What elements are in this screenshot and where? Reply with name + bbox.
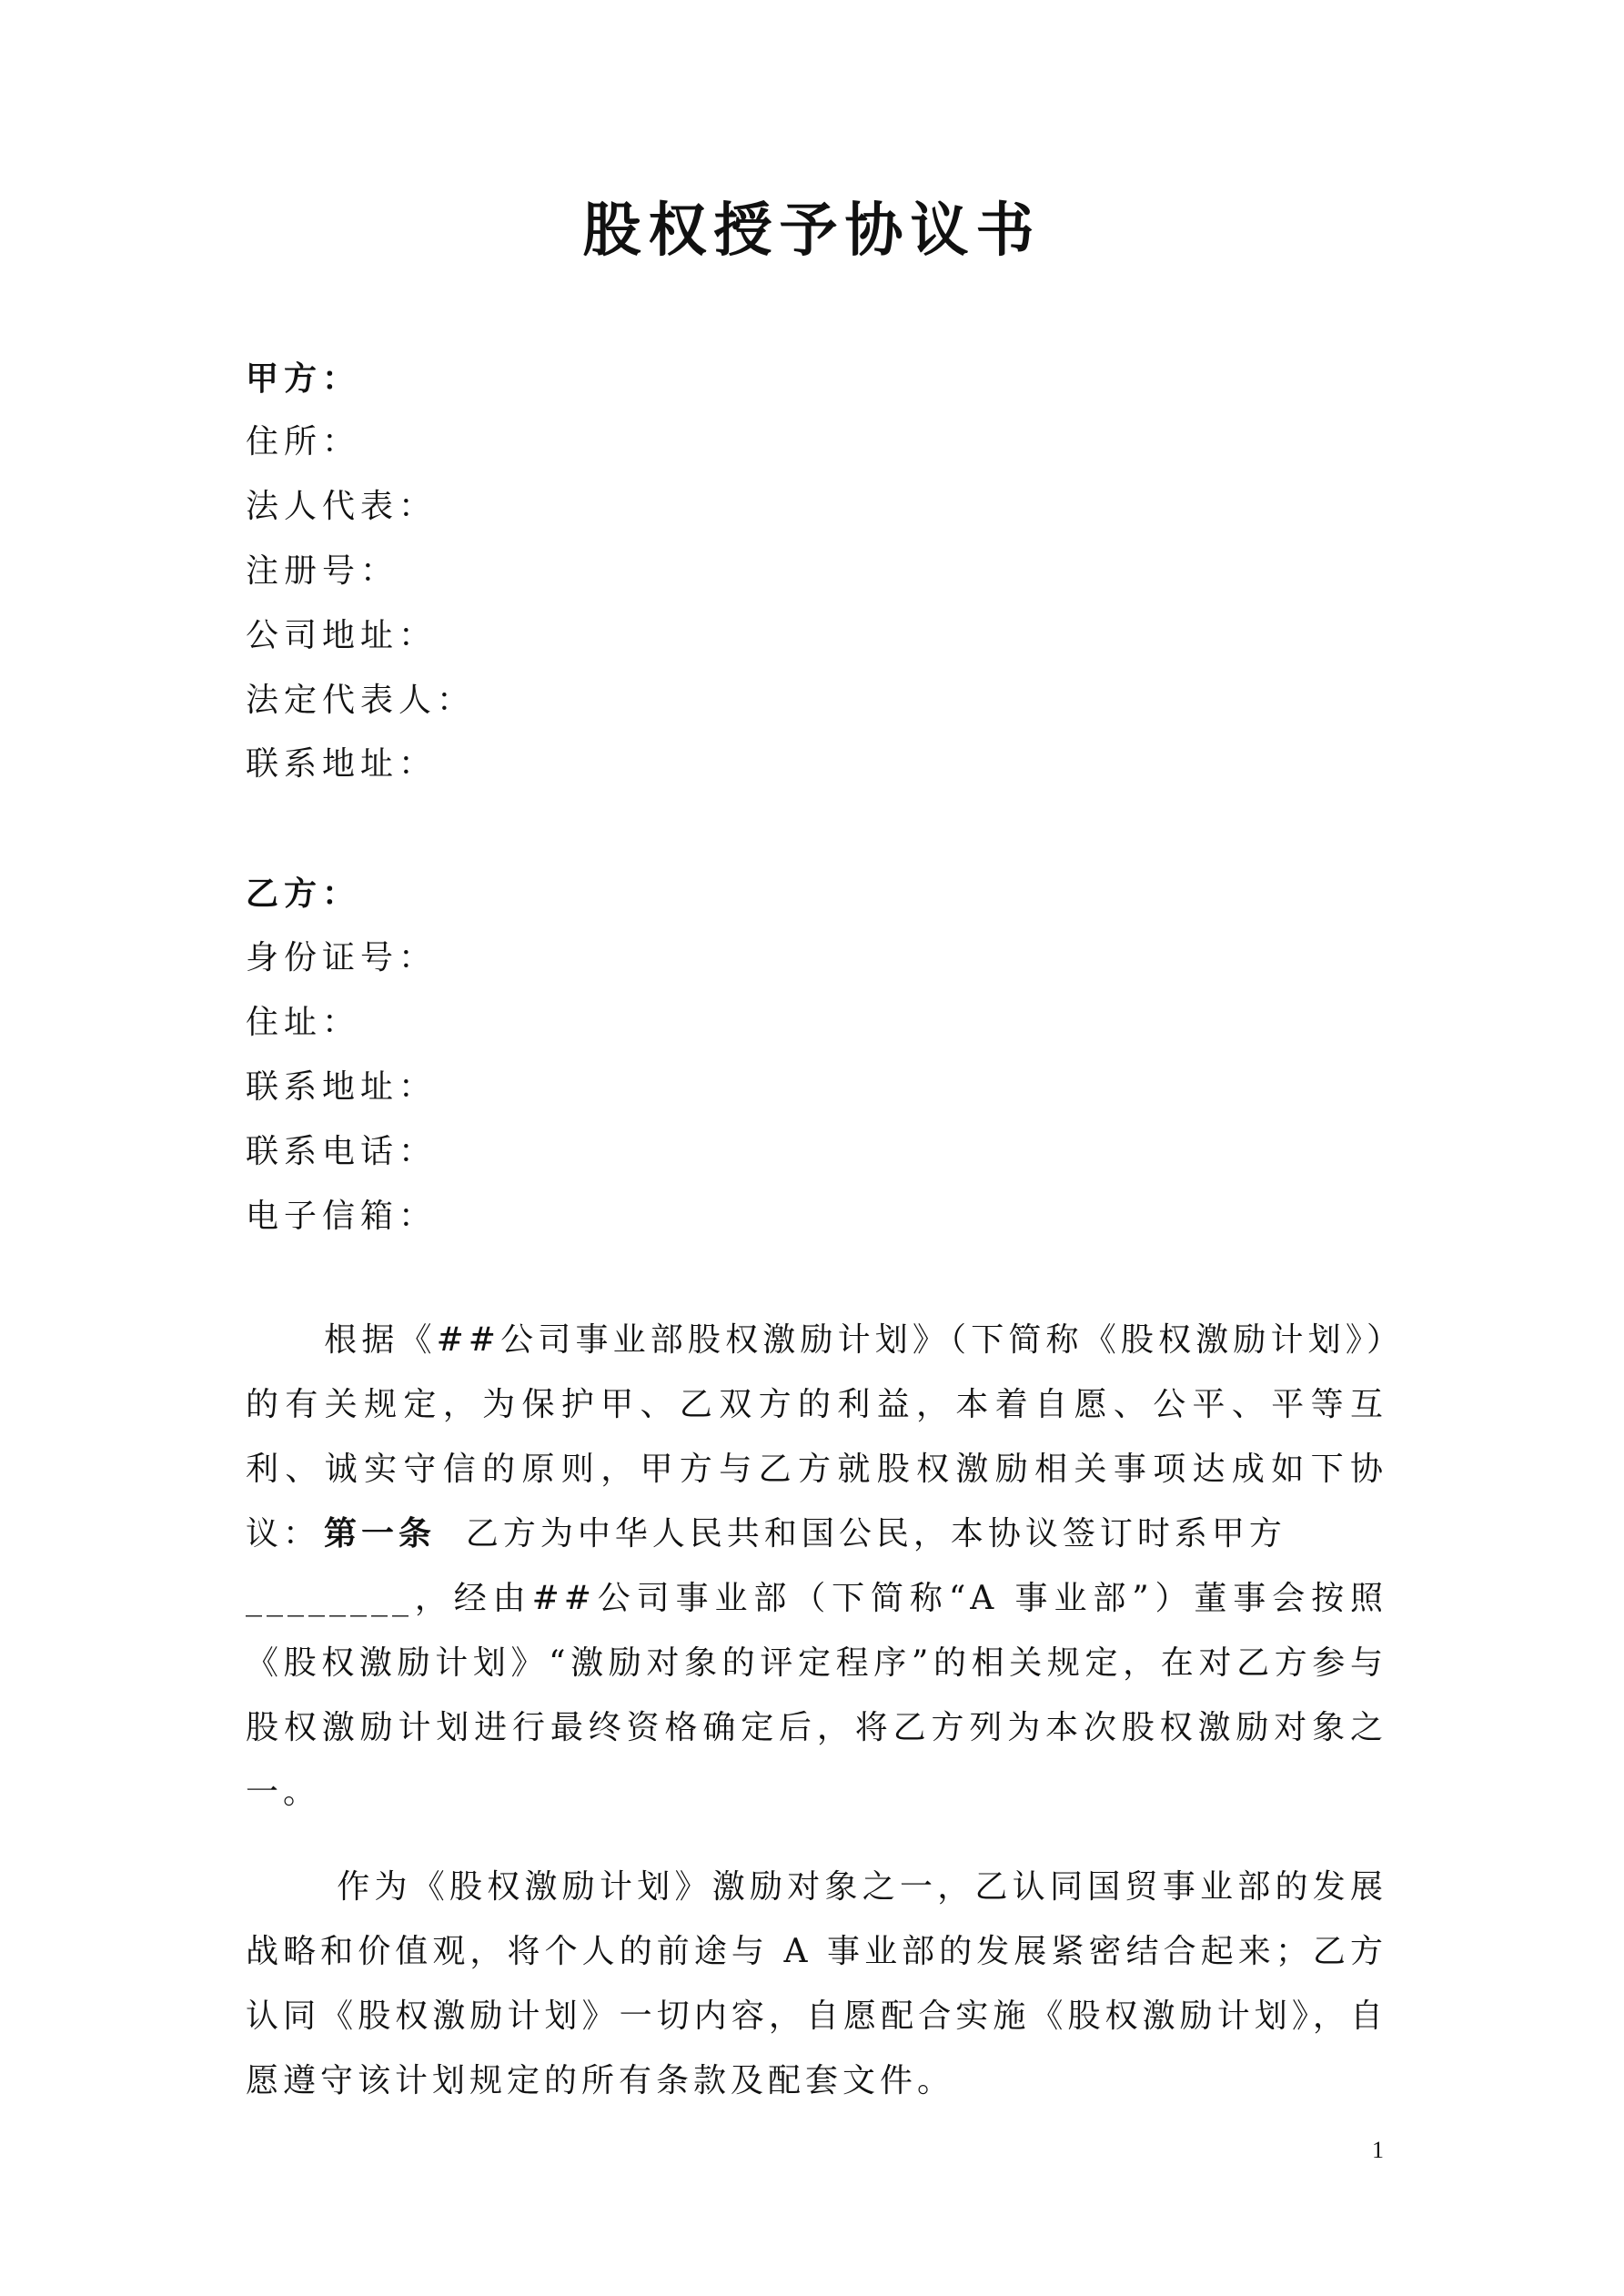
party-b-heading: 乙方： <box>246 875 361 913</box>
incentive-object-paragraph <box>246 1855 1387 2113</box>
incentive-object-text: 作为《股权激励计划》激励对象之一，乙认同国贸事业部的发展战略和价值观，将个人的前途与 A 事业部的发展紧密结合起来；乙方认同《股权激励计划》一切内容，自愿配合实施《股权激励计划》，自愿遵守该计划规定的所有条款及配套文件。 <box>246 1868 1387 2099</box>
party-a-field-legal-rep: 法人代表： <box>246 488 438 525</box>
preamble-text: 根据《##公司事业部股权激励计划》（下简称《股权激励计划》）的有关规定，为保护甲、乙双方的利益，本着自愿、公平、平等互利、诚实守信的原则，甲方与乙方就股权激励相关事项达成如下协议： <box>246 1321 1387 1553</box>
article-1-line1: 乙方为中华人民共和国公民，本协议签订时系甲方 <box>465 1515 1286 1553</box>
party-a-heading: 甲方： <box>246 359 361 398</box>
article-1-label: 第一条 <box>324 1514 437 1553</box>
article-1-text: ________，经由##公司事业部（下简称“A 事业部”）董事会按照《股权激励计划》“激励对象的评定程序”的相关规定，在对乙方参与股权激励计划进行最终资格确定后，将乙方列为本次股权激励对象之一。 <box>246 1580 1387 1811</box>
page-number: 1 <box>1372 2137 1384 2163</box>
party-b-field-phone: 联系电话： <box>246 1133 438 1170</box>
party-a-field-residence: 住所： <box>246 423 361 460</box>
party-b-field-contact-address: 联系地址： <box>246 1068 438 1106</box>
party-a-field-contact-address: 联系地址： <box>246 745 438 783</box>
document-title: 股权授予协议书 <box>582 197 1042 265</box>
party-b-field-email: 电子信箱： <box>246 1198 438 1235</box>
article-1-paragraph <box>246 1502 1387 1825</box>
party-a-field-company-address: 公司地址： <box>246 617 438 654</box>
party-a-field-registration-no: 注册号： <box>246 552 399 590</box>
party-a-field-legal-representative: 法定代表人： <box>246 682 476 719</box>
party-b-field-address: 住址： <box>246 1004 361 1041</box>
party-b-field-id-number: 身份证号： <box>246 939 438 976</box>
